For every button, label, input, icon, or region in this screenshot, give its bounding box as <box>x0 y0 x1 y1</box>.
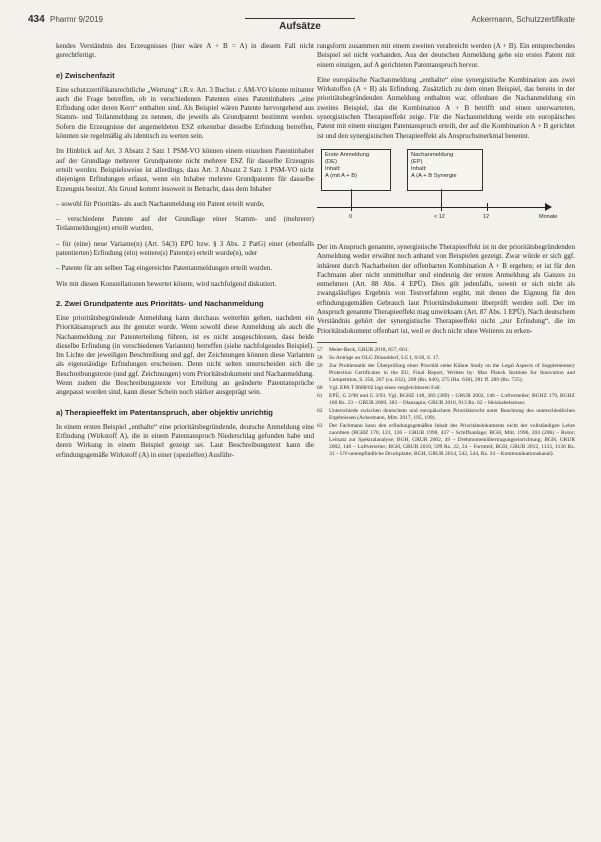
footnote-divider <box>317 342 377 343</box>
arrow-icon <box>545 203 552 211</box>
box-line: (EP) <box>411 158 423 165</box>
paragraph: kendes Verständnis des Erzeugnisses (hier wäre A + B = A) in diesem Fall nicht gerechtfertigt. <box>56 42 314 60</box>
footnote-number: 60 <box>317 384 323 391</box>
footnote-text: So Anträge an OLG Düsseldorf, LG I, 6/18, S. 17. <box>329 354 440 361</box>
paragraph: In einem ersten Beispiel „enthalte“ eine prioritätsbegründende, deutsche Anmeldung eine Erfindung (Wirkstoff A), die in einem Patentanspruch Niederschlag gefunden habe und deren Wirkung in einem Beispiel gezeigt sei. Laut Beschreibungstext kann die erfindungsgemäße Wirkstoff (A) in einer (speziellen) Ausführ- <box>56 422 314 459</box>
paragraph: Im Hinblick auf Art. 3 Absatz 2 Satz 1 PSM-VO können einem einzelnen Patentinhaber auf der Grundlage mehrerer Grundpatente nicht mehrere ESZ für dasselbe Erzeugnis erteilt werden. Beispielsweise ist allerdings, dass Art. 3 Absatz 2 Satz 1 PSM-VO nicht diejenigen Erfindungen erfasst, wenn ein Inhaber mehrere Grundpatente für dasselbe Erzeugnis besitzt. Als Grund kommt insoweit in Betracht, dass dem Inhaber <box>56 147 314 193</box>
footnote <box>317 363 575 384</box>
footnote-text: Zur Problematik der Überprüfung einer Priorität siehe Kühne Study on the Legal Aspects of Supplementary Protection Certificates in the EU, Final Report, Written by: Max Planck Institute for Innovation and Competition, S. 256, 267 (ca. 632), 268 (Rn. 640), 275 (Rn. 638), 281 ff. 289 (Rn. 725). <box>329 362 575 383</box>
list-item: – für (eine) neue Variante(n) (Art. 54(3) EPÜ bzw. § 3 Abs. 2 PatG) einer (ebenfalls patentierten) Erfindung (ein) weitere(s) Patent(e) erteilt wurde(n), oder <box>56 239 314 258</box>
footnote <box>317 355 575 362</box>
footnote <box>317 385 575 392</box>
footnote <box>317 347 575 354</box>
box-line: Inhalt: <box>411 165 427 172</box>
footnote-number: 57 <box>317 346 323 353</box>
section-heading: 2. Zwei Grundpatente aus Prioritäts- und Nachanmeldung <box>56 298 264 308</box>
running-authors: Ackermann, Schutzzertifikate <box>471 15 575 24</box>
list-item: – sowohl für Prioritäts- als auch Nachanmeldung ein Patent erteilt wurde, <box>56 199 265 208</box>
footnote-number: 58 <box>317 354 323 361</box>
list-item: – verschiedene Patente auf der Grundlage einer Stamm- und (mehrerer) Teilanmeldung(en) erteilt wurden, <box>56 215 314 233</box>
timeline-tick <box>487 203 488 211</box>
footnote-number: 59 <box>317 362 323 369</box>
box-line: (DE) <box>325 158 337 165</box>
box-line: Erste Anmeldung <box>325 151 370 158</box>
paragraph: Eine europäische Nachanmeldung „enthalte“ eine synergistische Kombination aus zwei Wirkstoffen (A + B) als Erfindung. Zusätzlich zu dem einen Beispiel, das bereits in der prioritätsbegründenden Anmeldung enthalten war, offenbare die Nachanmeldung ein zweites Beispiel, das die Kombination A + B betrifft und einen unerwarteten, synergistischen Therapieeffekt zeige. Für die Nachanmeldung werde ein europäisches Patent mit einem einzigen Patentanspruch erteilt, der auf die Kombination A + B gerichtet ist und den synergistischen Therapieeffekt als Anspruchsmerkmal benennt. <box>317 75 575 140</box>
journal-name: Pharmr 9/2019 <box>50 15 103 24</box>
footnote-text: Meier-Beck, GRUR 2018, 657, 661. <box>329 346 409 353</box>
box-line: Nachanmeldung <box>411 151 454 158</box>
box-line: A (A + B Synergie <box>411 172 457 179</box>
box-line: Inhalt: <box>325 165 341 172</box>
timeline-tick <box>351 203 352 211</box>
footnote-number: 63 <box>317 422 323 429</box>
footnote-text: Vgl. EPA T 0688/02 lagt eines vergleichbaren Fall. <box>329 384 442 391</box>
footnote <box>317 408 575 422</box>
timeline-tick <box>441 203 442 211</box>
paragraph: rungsform zusammen mit einem zweiten verabreicht werden (A + B). Ein entsprechendes Beispiel sei nicht vorhanden. Aus der deutschen Anmeldung gehe ein erstes Patent mit einem einzigen, auf A gerichteten Patentanspruch hervor. <box>317 42 575 69</box>
section-heading: a) Therapieeffekt im Patentanspruch, aber objektiv unrichtig <box>56 407 273 417</box>
section-title: Aufsätze <box>245 18 355 32</box>
tick-label: < 12 <box>434 213 445 220</box>
section-heading: e) Zwischenfazit <box>56 70 115 80</box>
first-application-box <box>321 149 391 191</box>
footnotes <box>317 347 575 458</box>
footnote-number: 62 <box>317 407 323 414</box>
footnote-text: Unterschiede zwischen deutschem und europäischem Prioritätsrecht unter Beachtung des unterschiedlichen Ergebnissen (Ackermann, Mitt. 2017, 195, 199). <box>329 407 575 421</box>
timeline-diagram <box>317 147 575 233</box>
tick-label: 0 <box>349 213 353 220</box>
footnote <box>317 393 575 407</box>
subsequent-application-box <box>407 149 483 191</box>
paragraph: Wie mit diesen Konstellationen bewertet könnte, wird nachfolgend diskutiert. <box>56 279 277 288</box>
footnote-number: 61 <box>317 392 323 399</box>
page-number: 434 <box>28 14 45 25</box>
box-line: A (mit A + B) <box>325 172 358 179</box>
paragraph: Der im Anspruch genannte, synergistische Therapieeffekt ist in der prioritätsbegründenden Anmeldung weder erwähnt noch anhand von Beispielen gezeigt. Zwar würde er sich ggf. inhärent durch Nacharbeiten der offenbarten Kombination A + B ergeben; er ist für den Fachmann aber nicht unmittelbar und eindeutig der ersten Anmeldung als Ganzes zu entnehmen (Art. 88 Abs. 4 EPÜ). Dies gilt jedenfalls, soweit er sich nicht als zwangsläufiges Ergebnis von Testverfahren ergibt, mit denen die Eignung für den erfindungsgemäßen Gebrauch laut Prioritätsdokument überprüft werden soll. Der im Anspruch genannte Therapieeffekt mag unwirksam (Art. 87 Abs. 1 EPÜ). Nach deutschem Verständnis gehört der synergistische Therapieeffekt nicht „zur Erfindung“, die im Prioritätsdokument offenbart ist, weil er doch nicht ohne Weiteres zu erken- <box>317 242 575 335</box>
tick-label: 12 <box>483 213 490 220</box>
footnote <box>317 423 575 458</box>
paragraph: Eine prioritätsbegründende Anmeldung kann durchaus weiterhin gehen, nachdem ein Prioritätsanspruch aus ihr genutzt wurde. Wenn sowohl diese Anmeldung als auch die Nachanmeldung zur Patenterteilung führen, ist es nicht ausgeschlossen, dass beide dieselbe Erfindung (in verschiedenen Varianten) betreffen (siehe nachfolgendes Beispiel). Im Lichte der jeweiligen Beschreibung und ggf. der Zeichnungen können diese Varianten als eigenständige Erfindungen erscheinen. Denn nicht selten unterscheiden sich die Beschreibungstexte (und ggf. Zeichnungen) vom Prioritätsdokument und Nachanmeldung. Wenn zudem die Beschreibungstexte vor Erteilung an geänderte Patentansprüche angepasst worden sind, kann dieser Schein noch stärker ausgeprägt sein. <box>56 313 314 397</box>
footnote-text: EPÜ, G 2/98 und G 3/93. Vgl. BGHZ 148, 383 (389) – GRUR 2002, 146 – Luftverteiler; BGHZ 179, BGHZ 168 Rz. 23 – GRUR 2009, 383 – Olanzapin; GRUR 2010, 913 Rz. 62 – Heizkabelsensor. <box>329 392 575 406</box>
paragraph: Eine schutzzertifikatsrechtliche „Wertung“ i.R.v. Art. 3 Buchst. c AM-VO könnte mitunter auch die Frage betreffen, ob in verschiedenen Patenten eines Patentinhabers „eine Erfindung oder deren Kern“ enthalten sind. Als Beispiel wären Patente hervorgehend aus Stamm- und Teilanmeldung zu nennen, die jeweils als Grundpatent bestimmt werden. Sofern die Erzeugnisse der angemeldeten ESZ erkennbar dieselbe Erfindung betreffen, könnten sie regelmäßig als identisch zu werten sein. <box>56 85 314 141</box>
tick-label: Monate <box>539 213 558 220</box>
footnote-text: Der Fachmann kann den erfindungsgemäßen Inhalt des Prioritätsdokuments nicht der vollständigen Lehre zuordnen (BGHZ 170, 123, 126 – GRUR 1998, 437 – Schiffsanlage; BGH, Mitt. 1996, 204 (206) – Rotor; Leitsatz zur Spektralanalyse; BGH, GRUR 2002, 49 – Drehmomentübertragungseinrichtung; BGH, GRUR 2002, 146 – Luftverteiler; BGH, GRUR 2010, 599 Rz. 22, 24 – Formteil; BGH, GRUR 2012, 1133, 1136 Rz. 31 – UV-unempfindliche Druckplatte; BGH, GRUR 2014, 542, 544, Rz. 24 – Kommunikationskanal). <box>329 422 575 457</box>
right-column <box>317 42 575 459</box>
list-item: – Patente für am selben Tag eingereichte Patentanmeldungen erteilt wurden. <box>56 264 273 273</box>
left-column <box>56 42 314 466</box>
